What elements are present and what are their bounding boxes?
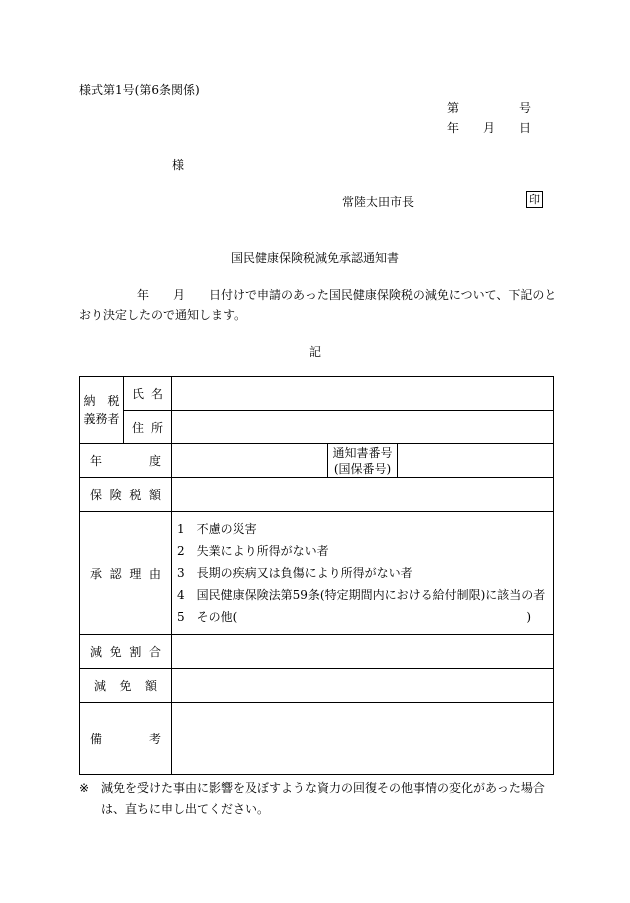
reason-other-label: 5 その他( [177, 610, 238, 624]
reason-item[interactable]: 2 失業により所得がない者 [177, 544, 329, 558]
year-label: 年度 [80, 444, 172, 478]
note-text: 減免を受けた事由に影響を及ぼすような資力の回復その他事情の変化があった場合は、直ちに申し出てください。 [101, 781, 545, 816]
reduction-rate-label: 減免割合 [80, 635, 172, 669]
body-line-1: 年 月 日付けで申請のあった国民健康保険税の減免について、下記のと [137, 288, 557, 302]
footnote [79, 778, 557, 820]
remarks-label: 備考 [80, 703, 172, 775]
name-field[interactable] [172, 377, 554, 411]
row-year [80, 444, 554, 478]
document-number: 第 号 [447, 101, 532, 115]
reduction-rate-field[interactable] [172, 635, 554, 669]
tax-amount-label: 保険税額 [80, 478, 172, 512]
reason-item[interactable]: 1 不慮の災害 [177, 522, 257, 536]
reason-list [172, 512, 554, 635]
reason-other-close: ) [526, 610, 532, 624]
issue-date: 年 月 日 [447, 121, 532, 135]
reason-item[interactable]: 3 長期の疾病又は負傷により所得がない者 [177, 566, 413, 580]
notice-number-field[interactable] [398, 444, 554, 478]
remarks-field[interactable] [172, 703, 554, 775]
body-paragraph [79, 285, 557, 325]
row-tax-amount [80, 478, 554, 512]
reason-item[interactable]: 4 国民健康保険法第59条(特定期間内における給付制限)に該当の者 [177, 588, 546, 602]
reason-item-other[interactable] [177, 606, 531, 628]
note-mark: ※ [79, 781, 90, 795]
addressee-suffix: 様 [172, 158, 185, 172]
address-label: 住所 [124, 411, 172, 444]
row-remarks [80, 703, 554, 775]
year-field[interactable] [172, 444, 328, 478]
form-number: 様式第1号(第6条関係) [79, 83, 200, 97]
row-approval-reason [80, 512, 554, 635]
document-title: 国民健康保険税減免承認通知書 [230, 251, 399, 265]
row-address [80, 411, 554, 444]
ki-heading: 記 [308, 345, 321, 359]
body-line-2: おり決定したので通知します。 [79, 308, 247, 322]
notice-number-label: 通知書番号 (国保番号) [328, 444, 398, 478]
row-reduction-rate [80, 635, 554, 669]
tax-amount-field[interactable] [172, 478, 554, 512]
issuer: 常陸太田市長 [342, 195, 415, 209]
reduction-amount-field[interactable] [172, 669, 554, 703]
approval-reason-label: 承認理由 [80, 512, 172, 635]
reduction-amount-label: 減免額 [80, 669, 172, 703]
taxpayer-label: 納 税 義務者 [80, 377, 124, 444]
address-field[interactable] [172, 411, 554, 444]
name-label: 氏名 [124, 377, 172, 411]
row-name [80, 377, 554, 411]
seal-mark: 印 [526, 191, 543, 208]
approval-table [79, 376, 554, 775]
row-reduction-amount [80, 669, 554, 703]
